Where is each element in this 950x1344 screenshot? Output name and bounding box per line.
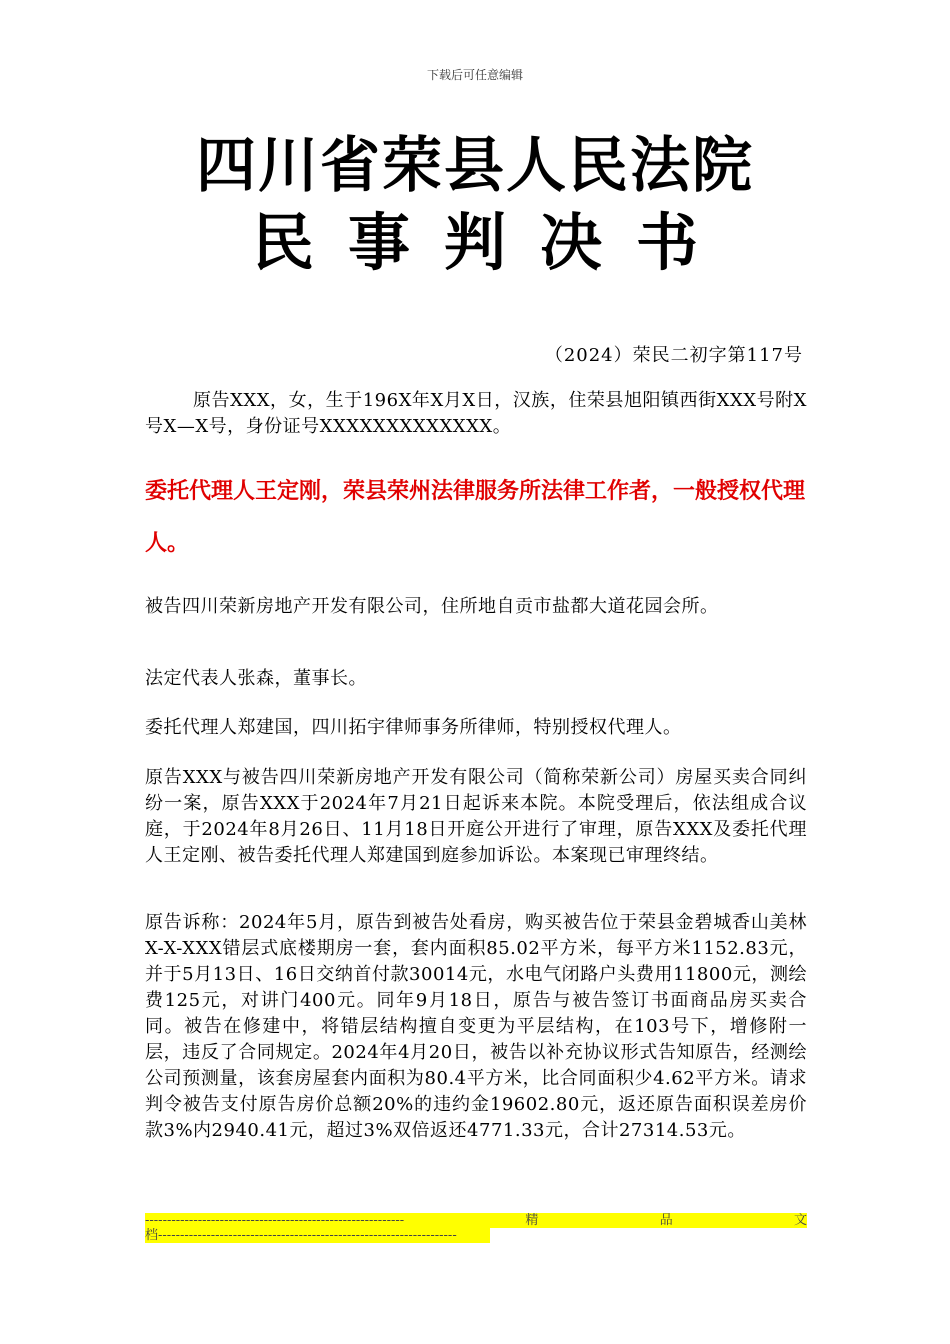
plaintiff-agent-paragraph: 委托代理人王定刚，荣县荣州法律服务所法律工作者，一般授权代理人。 (145, 479, 806, 556)
header-note: 下载后可任意编辑 (426, 68, 523, 82)
footer-dashes-right: -------------------------------------------------------------------- (158, 1228, 457, 1243)
footer-dashes-left: ----------------------------------------------------------- (145, 1213, 405, 1228)
footer-char-4: 档 (145, 1228, 159, 1243)
footer-char-2: 品 (659, 1213, 673, 1228)
footer-char-3: 文 (793, 1213, 807, 1228)
case-number: （2024）荣民二初字第117号 (544, 345, 803, 366)
footer-line-2 (145, 1228, 490, 1243)
defendant-agent-paragraph: 委托代理人郑建国，四川拓宇律师事务所律师，特别授权代理人。 (145, 717, 682, 738)
legal-rep-paragraph: 法定代表人张森，董事长。 (145, 668, 367, 689)
footer-char-1: 精 (525, 1213, 539, 1228)
footer-line-1 (145, 1213, 807, 1228)
defendant-paragraph: 被告四川荣新房地产开发有限公司，住所地自贡市盐都大道花园会所。 (145, 596, 719, 617)
plaintiff-paragraph: 原告XXX，女，生于196X年X月X日，汉族，住荣县旭阳镇西街XXX号附X号X—X号，身份证号XXXXXXXXXXXXX。 (145, 390, 807, 437)
case-summary-paragraph: 原告XXX与被告四川荣新房地产开发有限公司（简称荣新公司）房屋买卖合同纠纷一案，原告XXX于2024年7月21日起诉来本院。本院受理后，依法组成合议庭，于2024年8月26日、11月18日开庭公开进行了审理，原告XXX及委托代理人王定刚、被告委托代理人郑建国到庭参加诉讼。本案现已审理终结。 (145, 767, 807, 866)
court-name: 四川省荣县人民法院 (196, 131, 754, 201)
claim-paragraph: 原告诉称：2024年5月，原告到被告处看房，购买被告位于荣县金碧城香山美林X-X-XXX错层式底楼期房一套，套内面积85.02平方米，每平方米1152.83元，并于5月13日、16日交纳首付款30014元，水电气闭路户头费用11800元，测绘费125元，对讲门400元。同年9月18日，原告与被告签订书面商品房买卖合同。被告在修建中，将错层结构擅自变更为平层结构，在103号下，增修附一层，违反了合同规定。2024年4月20日，被告以补充协议形式告知原告，经测绘公司预测量，该套房屋套内面积为80.4平方米，比合同面积少4.62平方米。请求判令被告支付原告房价总额20%的违约金19602.80元，返还原告面积误差房价款3%内2940.41元，超过3%双倍返还4771.33元，合计27314.53元。 (145, 912, 807, 1141)
footer-bar (145, 1213, 807, 1247)
document-type: 民事判决书 (251, 206, 732, 279)
